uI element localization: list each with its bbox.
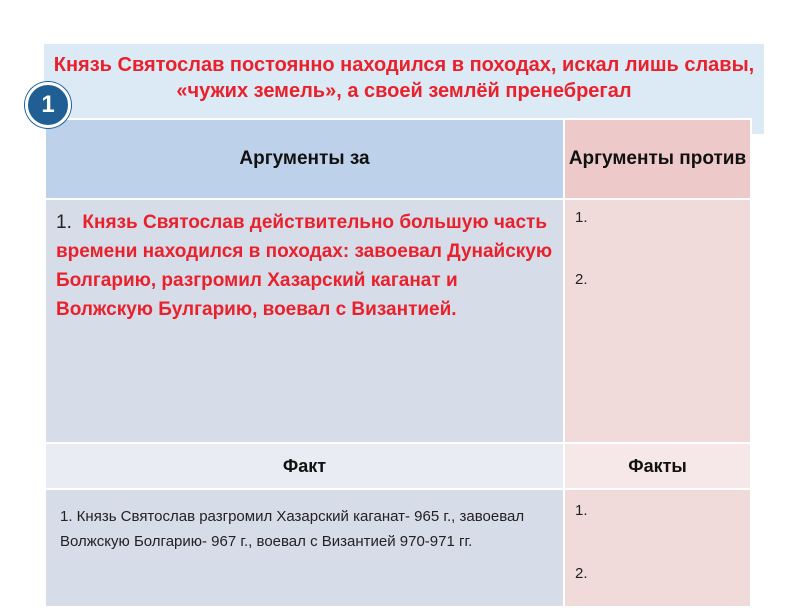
number-badge: 1	[25, 82, 71, 128]
header-row	[45, 119, 751, 199]
argument-against-cell	[564, 199, 751, 443]
header-for: Аргументы за	[45, 119, 564, 199]
fact-header-right: Факты	[564, 443, 751, 489]
argument-against-item-2: 2.	[575, 271, 588, 288]
header-against: Аргументы против	[564, 119, 751, 199]
fact-header-left: Факт	[45, 443, 564, 489]
fact-right-item-2: 2.	[575, 565, 588, 582]
arguments-table	[44, 118, 752, 608]
argument-for-cell	[45, 199, 564, 443]
argument-for-text: Князь Святослав действительно большую часть времени находился в походах: завоевал Дунайскую Болгарию, разгромил Хазарский каганат и Волжскую Булгарию, воевал с Византией.	[56, 212, 553, 320]
argument-against-item-1: 1.	[575, 209, 588, 226]
fact-right-cell	[564, 489, 751, 607]
arguments-row	[45, 199, 751, 443]
facts-row	[45, 489, 751, 607]
fact-header-row	[45, 443, 751, 489]
fact-left-cell: 1. Князь Святослав разгромил Хазарский каганат- 965 г., завоевал Волжскую Болгарию- 967 г., воевал с Византией 970-971 гг.	[45, 489, 564, 607]
argument-for-number: 1.	[56, 212, 72, 233]
statement-text: Князь Святослав постоянно находился в походах, искал лишь славы, «чужих земель», а своей землёй пренебрегал	[53, 54, 755, 102]
fact-right-item-1: 1.	[575, 502, 588, 519]
